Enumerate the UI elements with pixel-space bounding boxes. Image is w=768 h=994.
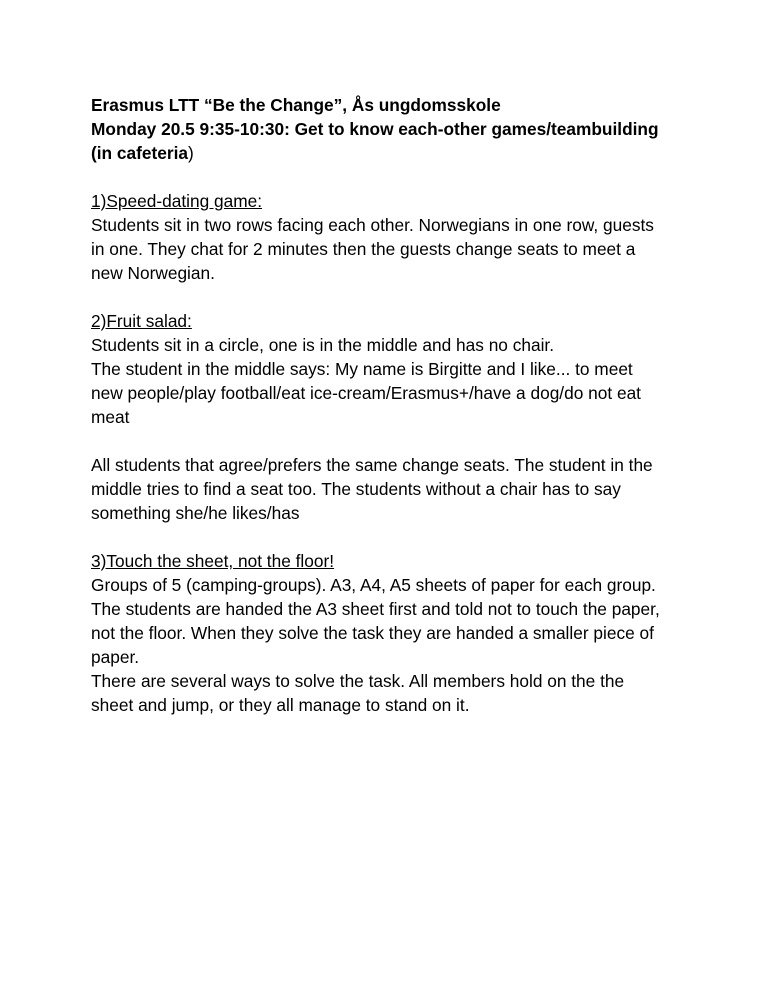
paragraph-line: There are several ways to solve the task. All members hold on the the [91,671,625,691]
paragraph-line: Groups of 5 (camping-groups). A3, A4, A5 sheets of paper for each group. [91,575,656,595]
paragraph-line: not the floor. When they solve the task they are handed a smaller piece of [91,623,654,643]
spacer [91,165,691,189]
section-heading-touch-the-sheet: 3)Touch the sheet, not the floor! [91,551,335,571]
paragraph-line: The students are handed the A3 sheet first and told not to touch the paper, [91,599,660,619]
paragraph-line: new people/play football/eat ice-cream/Erasmus+/have a dog/do not eat [91,383,641,403]
section-heading-speed-dating: 1)Speed-dating game: [91,191,263,211]
paragraph-line: Students sit in a circle, one is in the middle and has no chair. [91,335,555,355]
spacer [91,285,691,309]
section-heading-fruit-salad: 2)Fruit salad: [91,311,192,331]
location-close: ) [188,143,194,163]
paragraph-line: in one. They chat for 2 minutes then the guests change seats to meet a [91,239,636,259]
location-line [91,141,691,165]
paragraph-line: new Norwegian. [91,263,215,283]
paragraph-line: middle tries to find a seat too. The students without a chair has to say [91,479,621,499]
session-heading: Monday 20.5 9:35-10:30: Get to know each-other games/teambuilding [91,119,659,139]
spacer [91,525,691,549]
location-text: (in cafeteria [91,143,189,163]
paragraph-line: Students sit in two rows facing each other. Norwegians in one row, guests [91,215,654,235]
document-title: Erasmus LTT “Be the Change”, Ås ungdomsskole [91,95,501,115]
spacer [91,429,691,453]
paragraph-line: paper. [91,647,140,667]
document-body [91,93,691,717]
paragraph-line: meat [91,407,130,427]
paragraph-line: sheet and jump, or they all manage to stand on it. [91,695,470,715]
paragraph-line: The student in the middle says: My name is Birgitte and I like... to meet [91,359,633,379]
paragraph-line: something she/he likes/has [91,503,300,523]
paragraph-line: All students that agree/prefers the same change seats. The student in the [91,455,653,475]
